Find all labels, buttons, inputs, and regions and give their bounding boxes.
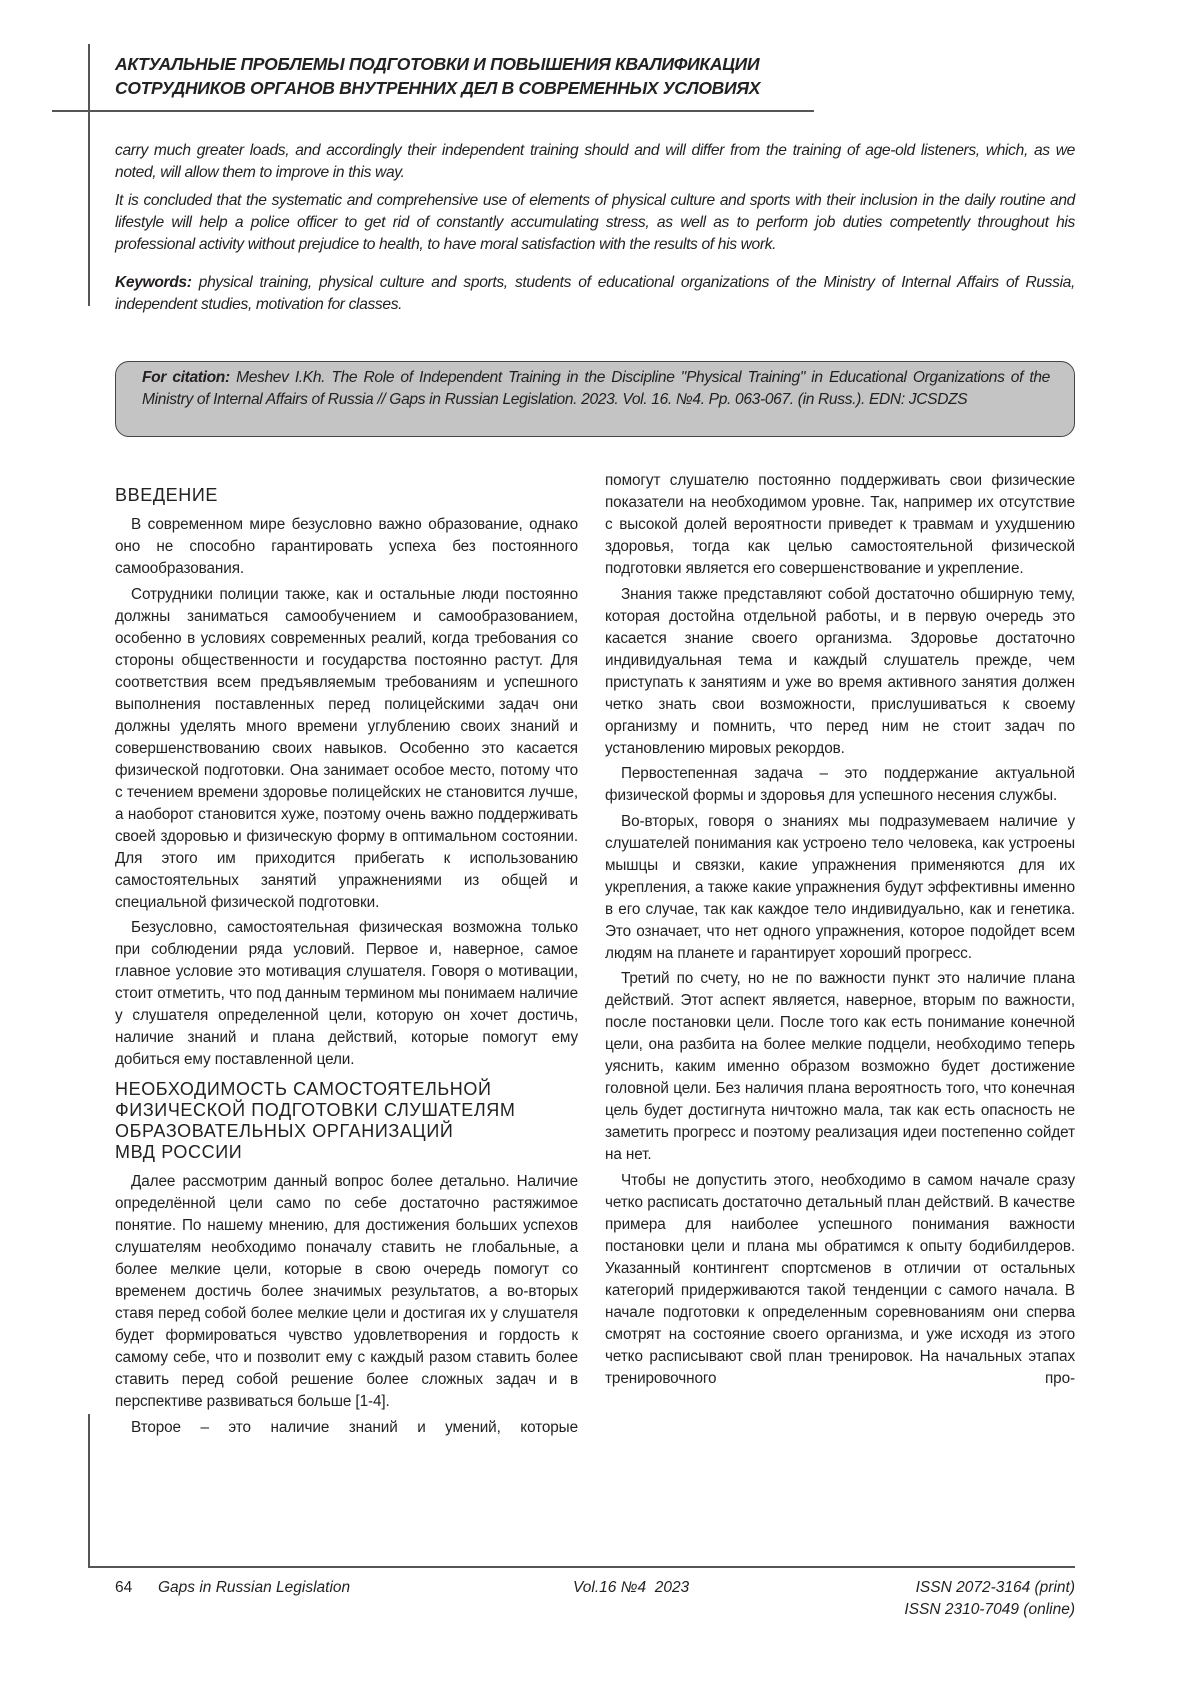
heading-line: НЕОБХОДИМОСТЬ САМОСТОЯТЕЛЬНОЙ [115, 1079, 578, 1100]
paragraph: Первостепенная задача – это поддержание актуальной физической формы и здоровья для успешного несения службы. [605, 763, 1075, 807]
section-heading-necessity [115, 1079, 578, 1163]
citation-label: For citation: [142, 369, 230, 386]
paragraph: Сотрудники полиции также, как и остальные люди постоянно должны заниматься самообучением и самообразованием, особенно в условиях современных реалий, когда требования со стороны общественности и государства постоянно растут. Для соответствия всем предъявляемым требованиям и успешного выполнения поставленных перед полицейскими задач они должны уделять много времени углублению своих знаний и совершенствованию своих навыков. Особенно это касается физической подготовки. Она занимает особое место, потому что с течением времени здоровье полицейских не становится лучше, а наоборот становится хуже, поэтому очень важно поддерживать своей здоровью и физическую форму в оптимальном состоянии. Для этого им приходится прибегать к использованию самостоятельных занятий упражнениями из общей и специальной физической подготовки. [115, 584, 578, 914]
running-header-line: АКТУАЛЬНЫЕ ПРОБЛЕМЫ ПОДГОТОВКИ И ПОВЫШЕНИЯ КВАЛИФИКАЦИИ [115, 52, 760, 76]
abstract [115, 140, 1075, 322]
citation-text: Meshev I.Kh. The Role of Independent Training in the Discipline "Physical Training" in Educational Organizations of the Ministry of Internal Affairs of Russia // Gaps in Russian Legislation. 2023. Vol. 16. №4. Pp. 063-067. (in Russ.). EDN: JCSDZS [142, 369, 1050, 408]
running-header-line: СОТРУДНИКОВ ОРГАНОВ ВНУТРЕННИХ ДЕЛ В СОВРЕМЕННЫХ УСЛОВИЯХ [115, 76, 760, 100]
keywords [115, 272, 1075, 316]
page-number: 64 [115, 1577, 132, 1599]
paragraph: Знания также представляют собой достаточно обширную тему, которая достойна отдельной работы, и в первую очередь это касается знание своего организма. Здоровье достаточно индивидуальная тема и каждый слушатель прежде, чем приступать к занятиям и уже во время активного занятия должен четко знать свои возможности, прислушиваться к своему организму и помнить, что перед ним не стоит задач по установлению мировых рекордов. [605, 584, 1075, 760]
journal-name: Gaps in Russian Legislation [158, 1577, 350, 1599]
paragraph: Второе – это наличие знаний и умений, которые [115, 1417, 578, 1439]
heading-line: МВД РОССИИ [115, 1142, 578, 1163]
abstract-paragraph: It is concluded that the systematic and comprehensive use of elements of physical culture and sports with their inclusion in the daily routine and lifestyle will help a police officer to get rid of constantly accumulating stress, as well as to perform job duties competently throughout his professional activity without prejudice to health, to have moral satisfaction with the results of his work. [115, 190, 1075, 256]
citation-box [115, 361, 1075, 437]
heading-line: ОБРАЗОВАТЕЛЬНЫХ ОРГАНИЗАЦИЙ [115, 1121, 578, 1142]
header-rule-horizontal [52, 110, 814, 112]
issue-info: Vol.16 №4 2023 [573, 1577, 689, 1599]
paragraph: помогут слушателю постоянно поддерживать свои физические показатели на необходимом уровне. Так, например их отсутствие с высокой долей вероятности приведет к травмам и ухудшению здоровья, тогда как целью самостоятельной физической подготовки является его совершенствование и укрепление. [605, 470, 1075, 580]
issn-print: ISSN 2072-3164 (print) [916, 1577, 1075, 1599]
footer-rule-vertical [88, 1414, 90, 1566]
paragraph: Безусловно, самостоятельная физическая возможна только при соблюдении ряда условий. Первое и, наверное, самое главное условие это мотивация слушателя. Говоря о мотивации, стоит отметить, что под данным термином мы понимаем наличие у слушателя определенной цели, которую он хочет достичь, наличие знаний и плана действий, которые помогут ему добиться ему поставленной цели. [115, 917, 578, 1071]
keywords-text: physical training, physical culture and sports, students of educational organizations of the Ministry of Internal Affairs of Russia, independent studies, motivation for classes. [115, 274, 1075, 313]
paragraph: В современном мире безусловно важно образование, однако оно не способно гарантировать успеха без постоянного самообразования. [115, 514, 578, 580]
issn-online: ISSN 2310-7049 (online) [904, 1599, 1075, 1621]
right-column [605, 470, 1075, 1393]
paragraph: Чтобы не допустить этого, необходимо в самом начале сразу четко расписать достаточно детальный план действий. В качестве примера для наиболее успешного понимания важности постановки цели и плана мы обратимся к опыту бодибилдеров. Указанный контингент спортсменов в отличии от остальных категорий придерживаются такой тенденции с самого начала. В начале подготовки к определенным соревнованиям они сперва смотрят на состояние своего организма, и уже исходя из этого четко расписывают свой план тренировок. На начальных этапах тренировочного про- [605, 1170, 1075, 1390]
heading-line: ФИЗИЧЕСКОЙ ПОДГОТОВКИ СЛУШАТЕЛЯМ [115, 1100, 578, 1121]
left-column [115, 484, 578, 1442]
section-heading-introduction: ВВЕДЕНИЕ [115, 484, 578, 506]
running-header [115, 52, 760, 100]
paragraph: Третий по счету, но не по важности пункт это наличие плана действий. Этот аспект является, наверное, вторым по важности, после постановки цели. После того как есть понимание конечной цели, она разбита на более мелкие подцели, необходимо теперь уяснить, каким именно образом возможно будет достижение головной цели. Без наличия плана вероятность того, что конечная цель будет достигнута ничтожно мала, так как есть опасность не заметить прогресс и поэтому реализация идеи постепенно сойдет на нет. [605, 968, 1075, 1166]
paragraph: Далее рассмотрим данный вопрос более детально. Наличие определённой цели само по себе достаточно растяжимое понятие. По нашему мнению, для достижения больших успехов слушателям необходимо поначалу ставить не глобальные, а более мелкие цели, которые в свою очередь помогут со временем достичь более значимых результатов, а во-вторых ставя перед собой более мелкие цели и достигая их у слушателя будет формироваться чувство удовлетворения и гордость к самому себе, что и позволит ему с каждый разом ставить более ставить перед собой решение более сложных задач и в перспективе развиваться больше [1-4]. [115, 1171, 578, 1413]
paragraph: Во-вторых, говоря о знаниях мы подразумеваем наличие у слушателей понимания как устроено тело человека, как устроены мышцы и связки, какие упражнения применяются для их укрепления, а также какие упражнения будут эффективны именно в его случае, так как каждое тело индивидуально, как и генетика. Это означает, что нет одного упражнения, которое подойдет всем людям на планете и гарантирует хороший прогресс. [605, 811, 1075, 965]
header-rule-vertical [88, 44, 90, 306]
keywords-label: Keywords: [115, 274, 192, 291]
footer-rule-horizontal [88, 1566, 1075, 1568]
abstract-paragraph: carry much greater loads, and accordingly their independent training should and will differ from the training of age-old listeners, which, as we noted, will allow them to improve in this way. [115, 140, 1075, 184]
